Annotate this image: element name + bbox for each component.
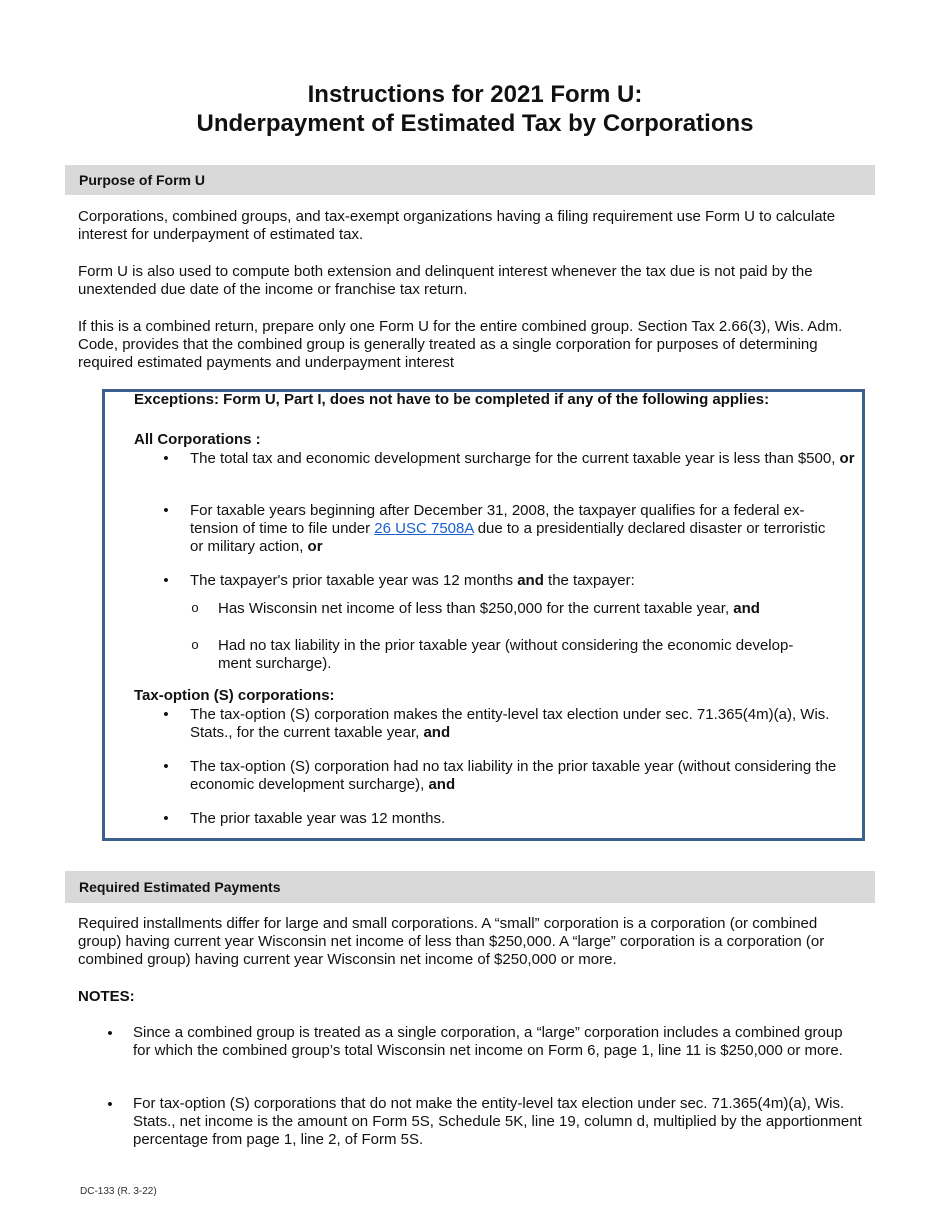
notes-heading: NOTES:: [78, 988, 135, 1005]
exception-subitem-1: [218, 600, 848, 618]
item-text: The tax-option (S) corporation had no tax liability in the prior taxable year (without considering the economic development surcharge),: [190, 758, 837, 793]
s-corp-item-2: [190, 758, 850, 794]
item-text: For taxable years beginning after December 31, 2008, the taxpayer qualifies for a federal extension of time to file under: [190, 502, 805, 537]
purpose-paragraph-3: If this is a combined return, prepare only one Form U for the entire combined group. Section Tax 2.66(3), Wis. Adm. Code, provides that the combined group is generally treated as a single corporation for purposes of determining required estimated payments and underpayment interest: [78, 318, 843, 371]
item-bold: and: [423, 724, 451, 741]
section-header-purpose: Purpose of Form U: [65, 165, 875, 195]
required-paragraph: Required installments differ for large and small corporations. A “small” corporation is a corporation (or combined group) having current year Wisconsin net income of less than $250,000. A “large” corporation is a corporation (or combined group) having current year Wisconsin net income of $250,000 or more.: [78, 915, 825, 968]
item-bold: and: [428, 776, 456, 793]
item-bold: and: [517, 572, 544, 589]
bullet: •: [163, 758, 169, 775]
bullet: •: [107, 1025, 113, 1042]
item-text: The taxpayer's prior taxable year was 12 months: [190, 572, 518, 589]
bullet: •: [163, 572, 169, 589]
item-bold: and: [733, 600, 760, 617]
bullet: •: [163, 450, 169, 467]
sub-bullet: o: [191, 600, 199, 615]
item-text: The tax-option (S) corporation makes the entity-level tax election under sec. 71.365(4m)(a), Wis. Stats., for the current taxable year,: [190, 706, 830, 741]
exception-item-1: [190, 450, 860, 468]
bullet: •: [163, 706, 169, 723]
usc-7508a-link[interactable]: 26 USC 7508A: [374, 520, 474, 537]
title-line-1: Instructions for 2021 Form U:: [307, 81, 643, 108]
bullet: •: [163, 810, 169, 827]
exception-subitem-2: Had no tax liability in the prior taxable year (without considering the economic development surcharge).: [218, 637, 794, 672]
s-corporations-heading: Tax-option (S) corporations:: [134, 687, 335, 704]
item-text: the taxpayer:: [543, 572, 635, 589]
s-corp-item-1: [190, 706, 860, 742]
s-corp-item-3: The prior taxable year was 12 months.: [190, 810, 446, 827]
form-footer-code: DC-133 (R. 3-22): [80, 1186, 157, 1197]
section-header-required-payments: Required Estimated Payments: [65, 871, 875, 903]
note-2: For tax-option (S) corporations that do not make the entity-level tax election under sec. 71.365(4m)(a), Wis. Stats., net income is the amount on Form 5S, Schedule 5K, line 19, column d, multiplied by the apportionment percentage from page 1, line 2, of Form 5S.: [133, 1095, 862, 1148]
purpose-paragraph-1: Corporations, combined groups, and tax-exempt organizations having a filing requirement use Form U to calculate interest for underpayment of estimated tax.: [78, 208, 836, 243]
exception-item-3: [190, 572, 850, 590]
exception-item-2: [190, 502, 830, 556]
item-text: Has Wisconsin net income of less than $250,000 for the current taxable year,: [218, 600, 734, 617]
sub-bullet: o: [191, 637, 199, 652]
item-bold: or: [839, 450, 855, 467]
item-text: due to a presidentially declared disaster or terroristic or military action,: [190, 520, 826, 555]
item-bold: or: [307, 538, 323, 555]
item-text: The total tax and economic development surcharge for the current taxable year is less than $500,: [190, 450, 840, 467]
exceptions-heading: Exceptions: Form U, Part I, does not have to be completed if any of the following applies:: [134, 391, 770, 408]
bullet: •: [163, 502, 169, 519]
all-corporations-heading: All Corporations :: [134, 431, 261, 448]
purpose-paragraph-2: Form U is also used to compute both extension and delinquent interest whenever the tax due is not paid by the unextended due date of the income or franchise tax return.: [78, 263, 813, 298]
page-title: [0, 80, 950, 138]
bullet: •: [107, 1096, 113, 1113]
title-line-2: Underpayment of Estimated Tax by Corporations: [196, 110, 754, 137]
note-1: Since a combined group is treated as a single corporation, a “large” corporation includes a combined group for which the combined group’s total Wisconsin net income on Form 6, page 1, line 11 is $250,000 or more.: [133, 1024, 843, 1059]
